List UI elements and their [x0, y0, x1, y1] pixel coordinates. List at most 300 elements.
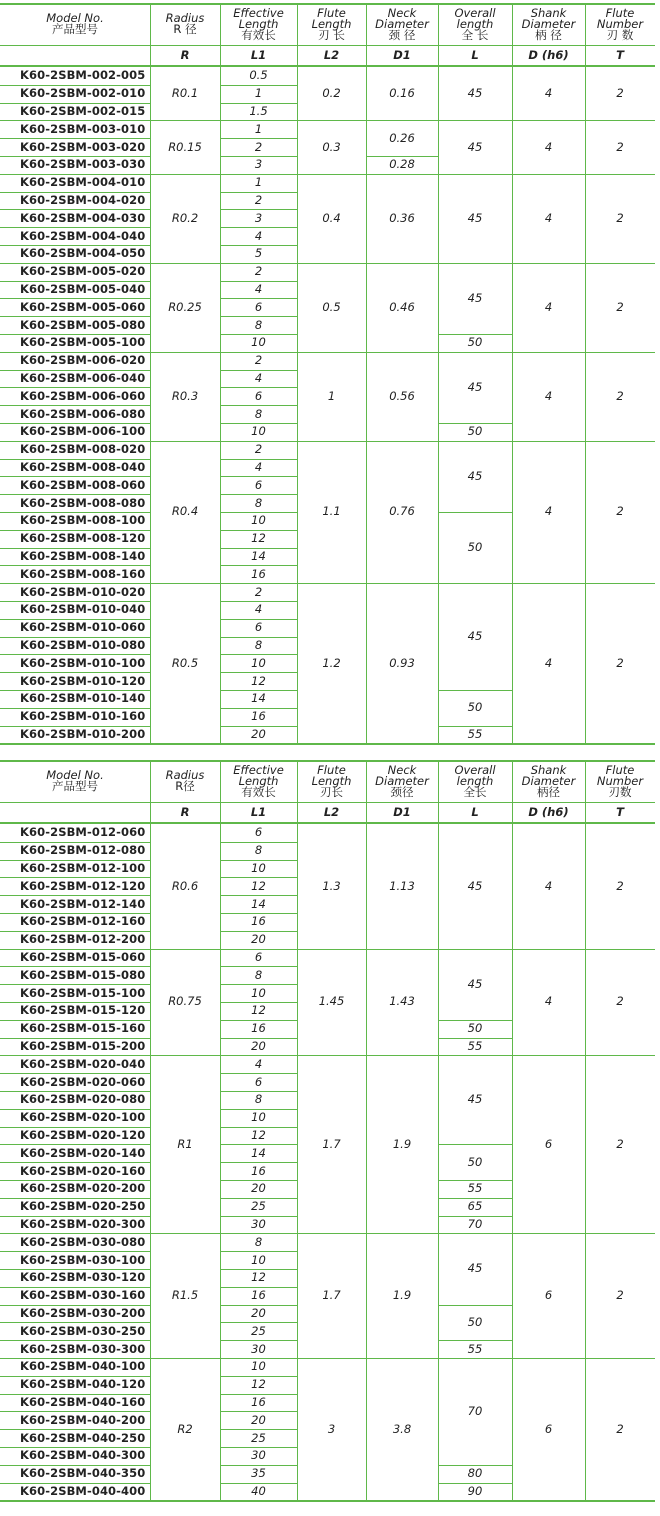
header-label: length [456, 16, 494, 31]
header-eff [220, 760, 297, 802]
grid-line [0, 708, 150, 709]
effective-length: 10 [251, 860, 266, 875]
grid-line [438, 1198, 512, 1199]
grid-line [220, 1109, 297, 1110]
model-number: K60-2SBM-040-300 [20, 1448, 146, 1463]
grid-line [438, 726, 512, 727]
grid-line [297, 441, 298, 583]
header-label: Model No. [46, 11, 104, 25]
model-number: K60-2SBM-006-060 [20, 388, 146, 403]
grid-line [220, 174, 221, 263]
overall-length-value: 45 [467, 210, 483, 225]
grid-line [438, 1465, 512, 1466]
grid-line [0, 281, 150, 282]
overall-length-value: 55 [467, 726, 483, 741]
neck-diameter-value: 1.13 [389, 878, 415, 893]
grid-line [585, 263, 586, 352]
grid-line [220, 334, 297, 335]
model-number: K60-2SBM-012-060 [20, 825, 146, 840]
header-label-zh: 颈 径 [388, 27, 416, 42]
spec-table-2 [0, 760, 660, 1500]
overall-length-value: 55 [467, 1181, 483, 1196]
grid-line [0, 245, 150, 246]
effective-length: 10 [251, 424, 266, 439]
model-number: K60-2SBM-008-160 [20, 566, 146, 581]
grid-line [438, 1180, 512, 1181]
effective-length: 1 [254, 175, 263, 190]
effective-length: 4 [254, 459, 263, 474]
grid-line [0, 1305, 150, 1306]
grid-line [585, 67, 586, 120]
model-number: K60-2SBM-003-030 [20, 157, 146, 172]
grid-line [0, 672, 150, 673]
spec-table-1 [0, 3, 660, 743]
grid-line [585, 949, 586, 1056]
model-number: K60-2SBM-010-100 [20, 655, 146, 670]
grid-line [0, 1020, 150, 1021]
grid-line [0, 913, 150, 914]
grid-line [220, 263, 221, 352]
effective-length: 12 [251, 878, 266, 893]
grid-line [0, 298, 150, 299]
model-number: K60-2SBM-012-200 [20, 932, 146, 947]
grid-line [0, 966, 150, 967]
model-number: K60-2SBM-002-010 [20, 86, 146, 101]
neck-diameter-value: 0.16 [389, 86, 415, 101]
grid-line [0, 1269, 150, 1270]
effective-length: 12 [251, 673, 266, 688]
grid-line [366, 824, 367, 949]
grid-line [438, 263, 439, 352]
grid-line [0, 227, 150, 228]
symbol-radius: R [180, 47, 190, 62]
neck-diameter-value: 0.76 [389, 504, 415, 519]
model-number: K60-2SBM-008-040 [20, 459, 146, 474]
header-radius [150, 760, 220, 802]
effective-length: 10 [251, 1359, 266, 1374]
header-label-zh: 产品型号 [52, 22, 98, 36]
model-number: K60-2SBM-010-120 [20, 673, 146, 688]
model-number: K60-2SBM-015-100 [20, 985, 146, 1000]
grid-line [220, 1198, 297, 1199]
grid-line [220, 1322, 297, 1323]
grid-line [220, 423, 297, 424]
grid-line [0, 1340, 150, 1341]
shank-diameter-value: 6 [544, 1136, 553, 1151]
header-overall [438, 3, 512, 45]
model-number: K60-2SBM-006-020 [20, 353, 146, 368]
header-label: Overall [454, 5, 496, 20]
effective-length: 16 [251, 1021, 266, 1036]
effective-length: 10 [251, 513, 266, 528]
grid-line [0, 654, 150, 655]
shank-diameter-value: 4 [544, 655, 553, 670]
model-number: K60-2SBM-005-080 [20, 317, 146, 332]
shank-diameter-value: 4 [544, 994, 553, 1009]
grid-line [0, 370, 150, 371]
header-flute_num [585, 760, 655, 802]
grid-line [220, 1038, 297, 1039]
grid-line [0, 1251, 150, 1252]
grid-line [0, 103, 150, 104]
grid-line [0, 895, 150, 896]
header-eff [220, 3, 297, 45]
grid-line [297, 949, 298, 1056]
grid-line [0, 1180, 150, 1181]
model-number: K60-2SBM-030-250 [20, 1323, 146, 1338]
grid-line [366, 760, 367, 822]
header-radius [150, 3, 220, 45]
grid-line [585, 174, 586, 263]
shank-diameter-value: 4 [544, 299, 553, 314]
effective-length: 4 [254, 370, 263, 385]
radius-value: R1.5 [171, 1288, 199, 1303]
grid-line [512, 1358, 513, 1500]
effective-length: 6 [254, 1074, 263, 1089]
grid-line [366, 67, 367, 120]
radius-value: R0.2 [171, 210, 199, 225]
symbol-overall: L [471, 47, 479, 62]
header-label: Effective [233, 762, 284, 777]
grid-line [220, 619, 297, 620]
grid-line [220, 1287, 297, 1288]
effective-length: 8 [254, 406, 263, 421]
effective-length: 12 [251, 1127, 266, 1142]
model-number: K60-2SBM-040-350 [20, 1466, 146, 1481]
grid-line [366, 583, 367, 743]
symbol-eff [220, 45, 297, 65]
grid-line [150, 1358, 151, 1500]
grid-line [0, 565, 150, 566]
grid-line [220, 405, 297, 406]
flute-number-value: 2 [616, 1288, 624, 1303]
grid-line [220, 565, 297, 566]
flute-length-value: 3 [327, 1421, 336, 1436]
grid-line [297, 760, 298, 822]
overall-length-value: 50 [467, 700, 483, 715]
effective-length: 16 [251, 1163, 266, 1178]
shank-diameter-value: 4 [544, 388, 553, 403]
effective-length: 6 [254, 388, 263, 403]
header-label: Length [311, 773, 352, 788]
effective-length: 14 [251, 896, 266, 911]
grid-line [220, 1358, 221, 1500]
radius-value: R0.6 [171, 878, 199, 893]
model-number: K60-2SBM-040-160 [20, 1394, 146, 1409]
grid-line [438, 512, 512, 513]
grid-line [0, 842, 150, 843]
grid-line [0, 760, 655, 762]
effective-length: 6 [254, 477, 263, 492]
header-label: Flute [317, 762, 346, 777]
radius-value: R0.15 [168, 139, 202, 154]
grid-line [585, 1055, 586, 1233]
effective-length: 20 [251, 1181, 266, 1196]
effective-length: 2 [254, 139, 263, 154]
grid-line [150, 1055, 151, 1233]
grid-line [512, 3, 513, 65]
grid-line [0, 1091, 150, 1092]
header-label: Model No. [46, 768, 104, 782]
grid-line [512, 583, 513, 743]
effective-length: 3 [254, 157, 263, 172]
header-flute_len [297, 3, 366, 45]
grid-line [220, 281, 297, 282]
header-shank [512, 760, 585, 802]
grid-line [0, 1447, 150, 1448]
grid-line [438, 1358, 439, 1500]
grid-line [585, 3, 586, 65]
flute-length-value: 1.2 [322, 655, 341, 670]
effective-length: 25 [251, 1199, 266, 1214]
symbol-text: D1 [393, 804, 411, 819]
grid-line [297, 824, 298, 949]
shank-diameter-value: 4 [544, 86, 553, 101]
overall-length-value: 45 [467, 1261, 483, 1276]
overall-length-value: 55 [467, 1038, 483, 1053]
grid-line [512, 1055, 513, 1233]
grid-line [150, 824, 151, 949]
grid-line [0, 1127, 150, 1128]
header-model [0, 760, 150, 802]
overall-length-value: 70 [467, 1216, 483, 1231]
grid-line [438, 1020, 512, 1021]
header-label: Length [238, 16, 279, 31]
grid-line [220, 459, 297, 460]
grid-line [0, 423, 150, 424]
grid-line [220, 672, 297, 673]
effective-length: 4 [254, 281, 263, 296]
grid-line [297, 120, 298, 173]
grid-line [0, 1429, 150, 1430]
grid-line [0, 1216, 150, 1217]
grid-line [438, 423, 512, 424]
grid-line [220, 1002, 297, 1003]
effective-length: 4 [254, 602, 263, 617]
effective-length: 16 [251, 1288, 266, 1303]
grid-line [220, 1127, 297, 1128]
grid-line [512, 174, 513, 263]
overall-length-value: 50 [467, 335, 483, 350]
grid-line [220, 1447, 297, 1448]
grid-line [297, 1358, 298, 1500]
header-label: Radius [165, 11, 205, 25]
grid-line [150, 67, 151, 120]
overall-length-value: 45 [467, 878, 483, 893]
grid-line [0, 601, 150, 602]
grid-line [220, 156, 297, 157]
grid-line [220, 1411, 297, 1412]
grid-line [0, 1465, 150, 1466]
model-number: K60-2SBM-020-160 [20, 1163, 146, 1178]
model-number: K60-2SBM-015-160 [20, 1021, 146, 1036]
effective-length: 20 [251, 1038, 266, 1053]
grid-line [438, 334, 512, 335]
grid-line [585, 120, 586, 173]
model-number: K60-2SBM-012-140 [20, 896, 146, 911]
flute-number-value: 2 [616, 86, 624, 101]
overall-length-value: 45 [467, 468, 483, 483]
header-label: Diameter [375, 773, 429, 788]
grid-line [0, 1038, 150, 1039]
model-number: K60-2SBM-020-060 [20, 1074, 146, 1089]
header-label: Shank [530, 5, 567, 20]
header-neck [366, 3, 438, 45]
model-number: K60-2SBM-003-020 [20, 139, 146, 154]
grid-line [220, 726, 297, 727]
flute-number-value: 2 [616, 299, 624, 314]
effective-length: 20 [251, 1412, 266, 1427]
effective-length: 5 [254, 246, 263, 261]
grid-line [0, 387, 150, 388]
grid-line [0, 476, 150, 477]
symbol-flute_len [297, 45, 366, 65]
model-number: K60-2SBM-012-100 [20, 860, 146, 875]
grid-line [220, 1144, 297, 1145]
grid-line [297, 1055, 298, 1233]
model-number: K60-2SBM-004-020 [20, 192, 146, 207]
grid-line [0, 1483, 150, 1484]
grid-line [0, 1322, 150, 1323]
grid-line [0, 494, 150, 495]
header-label: Length [311, 16, 352, 31]
header-label-zh: 颈径 [390, 784, 414, 799]
grid-line [0, 1144, 150, 1145]
grid-line [438, 174, 439, 263]
header-model [0, 3, 150, 45]
model-number: K60-2SBM-030-080 [20, 1234, 146, 1249]
effective-length: 12 [251, 531, 266, 546]
flute-number-value: 2 [616, 504, 624, 519]
model-number: K60-2SBM-002-015 [20, 103, 146, 118]
flute-length-value: 0.3 [322, 139, 341, 154]
grid-line [0, 85, 150, 86]
header-label-zh: 有效长 [241, 784, 276, 799]
overall-length-value: 50 [467, 424, 483, 439]
grid-line [0, 1411, 150, 1412]
grid-line [512, 441, 513, 583]
overall-length-value: 45 [467, 139, 483, 154]
model-number: K60-2SBM-005-060 [20, 299, 146, 314]
symbol-shank: D (h6) [528, 47, 569, 62]
model-number: K60-2SBM-012-160 [20, 914, 146, 929]
shank-diameter-value: 4 [544, 210, 553, 225]
grid-line [150, 174, 151, 263]
flute-length-value: 1.3 [322, 878, 341, 893]
flute-number-value: 2 [616, 139, 624, 154]
overall-length-value: 45 [467, 290, 483, 305]
grid-line [150, 120, 151, 173]
grid-line [438, 1038, 512, 1039]
shank-diameter-value: 6 [544, 1421, 553, 1436]
grid-line [220, 1394, 297, 1395]
grid-line [366, 949, 367, 1056]
grid-line [438, 583, 439, 743]
neck-diameter-value: 0.46 [389, 299, 415, 314]
grid-line [438, 352, 439, 441]
grid-line [0, 45, 655, 46]
grid-line [220, 245, 297, 246]
grid-line [512, 67, 513, 120]
grid-line [220, 949, 221, 1056]
model-number: K60-2SBM-020-100 [20, 1110, 146, 1125]
radius-value: R0.5 [171, 655, 199, 670]
header-label-zh: 柄径 [537, 784, 560, 799]
grid-line [220, 548, 297, 549]
effective-length: 4 [254, 1056, 263, 1071]
grid-line [0, 690, 150, 691]
symbol-text: L1 [250, 804, 267, 819]
model-number: K60-2SBM-005-040 [20, 281, 146, 296]
grid-line [585, 824, 586, 949]
header-shank [512, 3, 585, 45]
model-number: K60-2SBM-020-040 [20, 1056, 146, 1071]
grid-line [585, 1358, 586, 1500]
model-number: K60-2SBM-008-060 [20, 477, 146, 492]
header-label: Number [596, 773, 644, 788]
grid-line [297, 67, 298, 120]
grid-line [0, 1002, 150, 1003]
grid-line [0, 726, 150, 727]
grid-line [438, 1055, 439, 1233]
grid-line [220, 316, 297, 317]
effective-length: 40 [251, 1483, 266, 1498]
grid-line [438, 120, 439, 173]
model-number: K60-2SBM-030-120 [20, 1270, 146, 1285]
neck-diameter-value: 0.36 [389, 210, 415, 225]
grid-line [366, 174, 367, 263]
effective-length: 6 [254, 299, 263, 314]
grid-line [220, 85, 297, 86]
neck-diameter-value: 0.93 [389, 655, 415, 670]
grid-line [0, 1287, 150, 1288]
symbol-text: L2 [323, 47, 340, 62]
header-label-zh: 产品型号 [52, 779, 98, 793]
flute-number-value: 2 [616, 388, 624, 403]
grid-line [220, 494, 297, 495]
header-label-zh: 有效长 [241, 27, 276, 42]
model-number: K60-2SBM-008-100 [20, 513, 146, 528]
grid-line [220, 1305, 297, 1306]
grid-line [297, 263, 298, 352]
model-number: K60-2SBM-006-100 [20, 424, 146, 439]
radius-value: R0.4 [171, 504, 199, 519]
grid-line [220, 1483, 297, 1484]
grid-line [438, 1144, 512, 1145]
radius-value: R0.1 [171, 86, 199, 101]
overall-length-value: 50 [467, 1154, 483, 1169]
grid-line [0, 984, 150, 985]
header-label: Overall [454, 762, 496, 777]
effective-length: 8 [254, 967, 263, 982]
header-label: Radius [165, 768, 205, 782]
effective-length: 12 [251, 1270, 266, 1285]
grid-line [220, 1269, 297, 1270]
effective-length: 1 [254, 121, 263, 136]
model-number: K60-2SBM-004-050 [20, 246, 146, 261]
header-label: Flute [317, 5, 346, 20]
effective-length: 6 [254, 825, 263, 840]
effective-length: 14 [251, 548, 266, 563]
effective-length: 4 [254, 228, 263, 243]
model-number: K60-2SBM-040-200 [20, 1412, 146, 1427]
neck-diameter-value: 3.8 [392, 1421, 412, 1436]
grid-line [438, 1216, 512, 1217]
grid-line [512, 1233, 513, 1358]
model-number: K60-2SBM-020-300 [20, 1216, 146, 1231]
grid-line [150, 949, 151, 1056]
effective-length: 2 [254, 264, 263, 279]
